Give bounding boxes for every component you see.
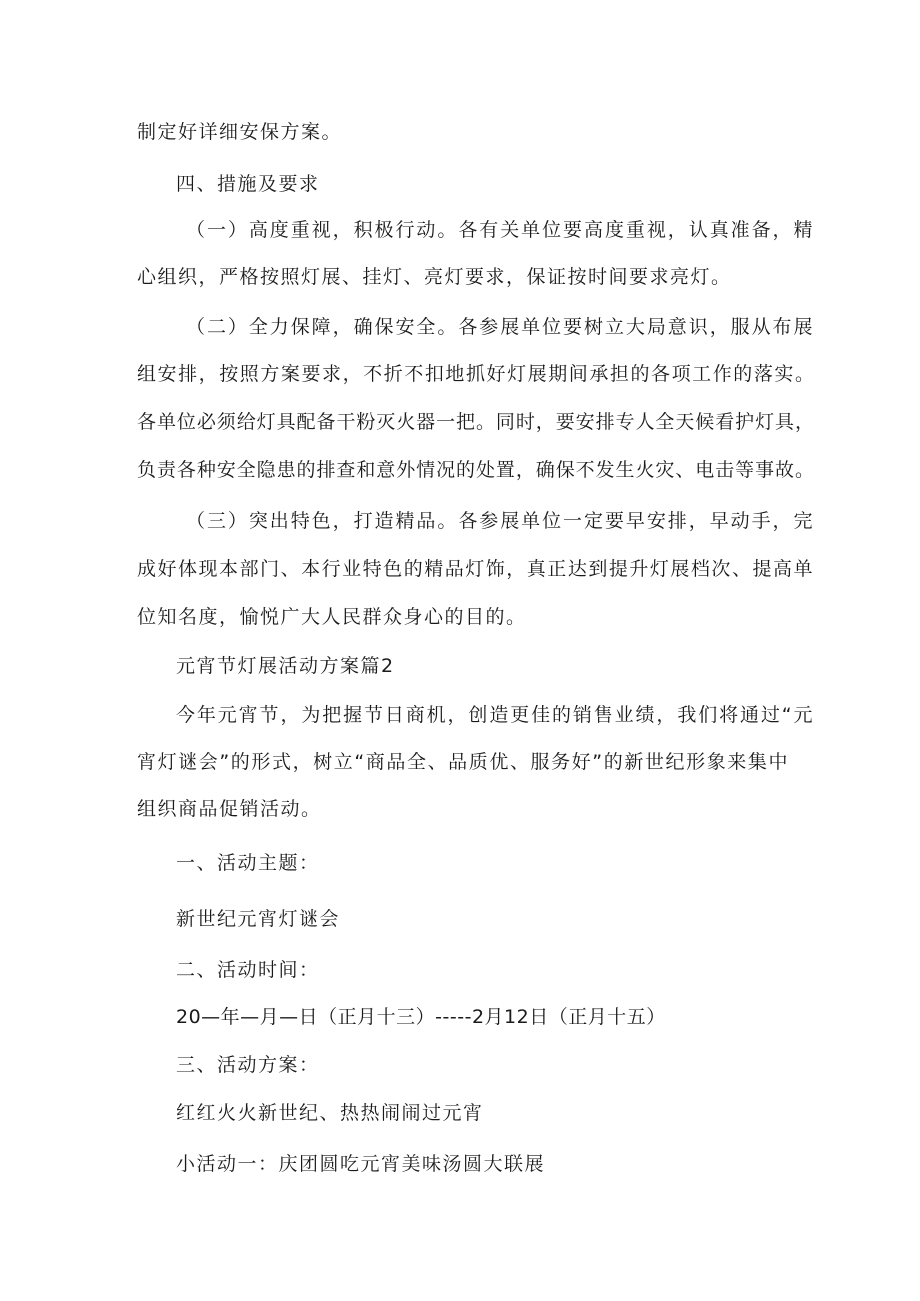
paragraph-line: 20—年—月—日（正月十三）-----2月12日（正月十五） [176,1006,666,1028]
paragraph-line: 今年元宵节，为把握节日商机，创造更佳的销售业绩，我们将通过“元 [176,704,814,726]
paragraph-line: 小活动一：庆团圆吃元宵美味汤圆大联展 [176,1153,546,1175]
section-heading: 元宵节灯展活动方案篇2 [176,655,395,677]
paragraph-line: 宵灯谜会”的形式，树立“商品全、品质优、服务好”的新世纪形象来集中 [137,751,789,773]
paragraph-line: （一）高度重视，积极行动。各有关单位要高度重视，认真准备，精 [186,219,814,241]
paragraph-line: 红红火火新世纪、热热闹闹过元宵 [176,1102,484,1124]
paragraph-line: 新世纪元宵灯谜会 [176,908,341,930]
paragraph-line: 位知名度，愉悦广大人民群众身心的目的。 [137,606,527,628]
section-heading: 一、活动主题： [176,852,320,874]
section-heading: 三、活动方案： [176,1054,320,1076]
paragraph-line: 制定好详细安保方案。 [137,121,343,143]
paragraph-line: 组安排，按照方案要求，不折不扣地抓好灯展期间承担的各项工作的落实。 [137,363,814,385]
section-heading: 二、活动时间： [176,959,320,981]
paragraph-line: （三）突出特色，打造精品。各参展单位一定要早安排，早动手，完 [186,510,814,532]
paragraph-line: 各单位必须给灯具配备干粉灭火器一把。同时，要安排专人全天候看护灯具， [137,411,814,433]
paragraph-line: （二）全力保障，确保安全。各参展单位要树立大局意识，服从布展 [186,316,814,338]
section-heading: 四、措施及要求 [176,173,320,195]
paragraph-line: 成好体现本部门、本行业特色的精品灯饰，真正达到提升灯展档次、提高单 [137,558,814,580]
paragraph-line: 负责各种安全隐患的排查和意外情况的处置，确保不发生火灾、电击等事故。 [137,459,814,481]
paragraph-line: 组织商品促销活动。 [137,798,322,820]
paragraph-line: 心组织，严格按照灯展、挂灯、亮灯要求，保证按时间要求亮灯。 [137,266,732,288]
